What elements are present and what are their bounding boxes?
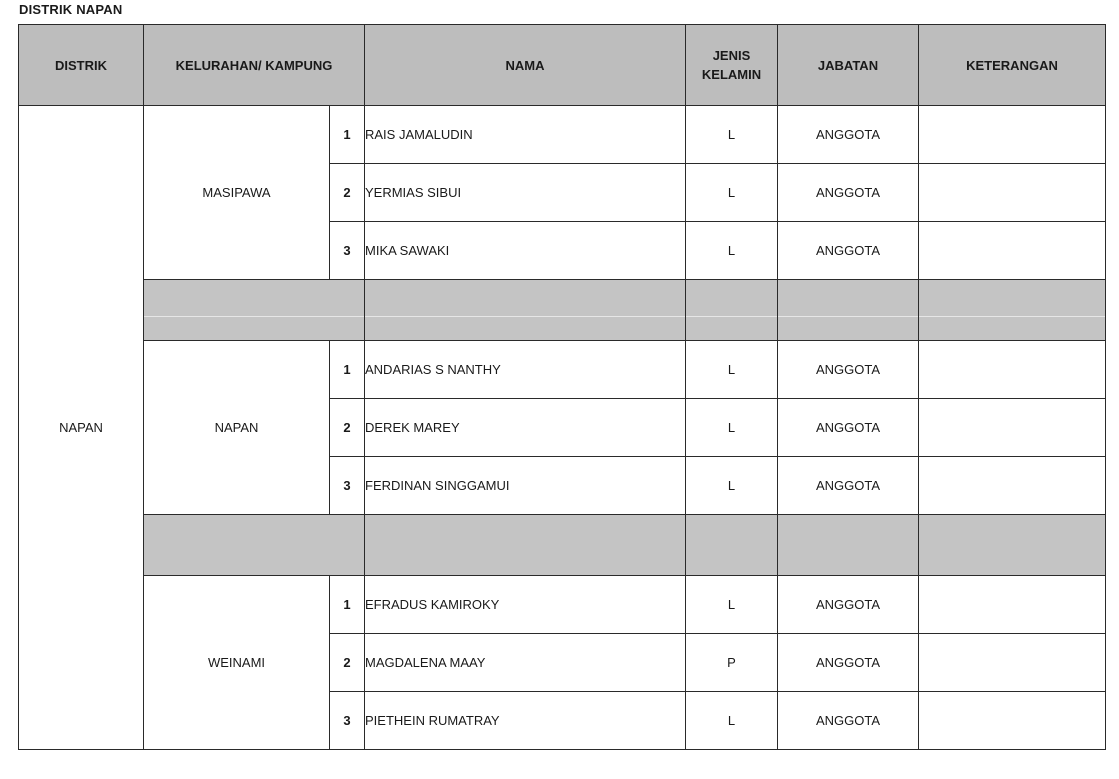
header-jenis-kelamin-line1: JENIS [712, 48, 751, 63]
member-name: RAIS JAMALUDIN [365, 106, 686, 164]
separator-cell [686, 515, 778, 576]
kampung-cell: MASIPAWA [144, 106, 330, 280]
member-position: ANGGOTA [778, 634, 919, 692]
member-note [919, 164, 1106, 222]
row-number: 3 [330, 457, 365, 515]
separator-cell [778, 280, 919, 341]
member-position: ANGGOTA [778, 576, 919, 634]
member-position: ANGGOTA [778, 222, 919, 280]
separator-row [19, 280, 1106, 341]
distrik-cell: NAPAN [19, 106, 144, 750]
separator-cell [919, 280, 1106, 341]
header-distrik: DISTRIK [19, 25, 144, 106]
header-nama: NAMA [365, 25, 686, 106]
member-position: ANGGOTA [778, 399, 919, 457]
member-position: ANGGOTA [778, 341, 919, 399]
row-number: 1 [330, 341, 365, 399]
row-number: 2 [330, 634, 365, 692]
separator-cell [686, 280, 778, 341]
member-note [919, 341, 1106, 399]
member-gender: L [686, 106, 778, 164]
member-name: PIETHEIN RUMATRAY [365, 692, 686, 750]
row-number: 1 [330, 576, 365, 634]
separator-cell [365, 280, 686, 341]
row-number: 3 [330, 692, 365, 750]
member-name: ANDARIAS S NANTHY [365, 341, 686, 399]
table-row [19, 576, 1106, 634]
separator-cell [144, 515, 365, 576]
member-gender: L [686, 576, 778, 634]
member-gender: L [686, 399, 778, 457]
member-position: ANGGOTA [778, 457, 919, 515]
member-note [919, 222, 1106, 280]
member-table [18, 24, 1106, 750]
header-row [19, 25, 1106, 106]
row-number: 2 [330, 164, 365, 222]
member-note [919, 106, 1106, 164]
member-gender: L [686, 222, 778, 280]
member-note [919, 399, 1106, 457]
member-position: ANGGOTA [778, 164, 919, 222]
table-row [19, 106, 1106, 164]
separator-cell [144, 280, 365, 341]
separator-cell [919, 515, 1106, 576]
row-number: 2 [330, 399, 365, 457]
table-row [19, 341, 1106, 399]
kampung-cell: WEINAMI [144, 576, 330, 750]
separator-cell [778, 515, 919, 576]
member-position: ANGGOTA [778, 692, 919, 750]
member-name: MAGDALENA MAAY [365, 634, 686, 692]
member-gender: P [686, 634, 778, 692]
header-jenis-kelamin [686, 25, 778, 106]
member-note [919, 634, 1106, 692]
member-name: EFRADUS KAMIROKY [365, 576, 686, 634]
member-gender: L [686, 164, 778, 222]
member-gender: L [686, 341, 778, 399]
header-jabatan: JABATAN [778, 25, 919, 106]
header-keterangan: KETERANGAN [919, 25, 1106, 106]
header-kelurahan: KELURAHAN/ KAMPUNG [144, 25, 365, 106]
document-title: DISTRIK NAPAN [19, 2, 123, 17]
member-gender: L [686, 457, 778, 515]
member-position: ANGGOTA [778, 106, 919, 164]
member-note [919, 692, 1106, 750]
kampung-cell: NAPAN [144, 341, 330, 515]
row-number: 3 [330, 222, 365, 280]
member-gender: L [686, 692, 778, 750]
member-name: FERDINAN SINGGAMUI [365, 457, 686, 515]
member-name: MIKA SAWAKI [365, 222, 686, 280]
member-name: DEREK MAREY [365, 399, 686, 457]
separator-cell [365, 515, 686, 576]
header-jenis-kelamin-line2: KELAMIN [701, 67, 762, 82]
separator-row [19, 515, 1106, 576]
member-name: YERMIAS SIBUI [365, 164, 686, 222]
member-note [919, 576, 1106, 634]
row-number: 1 [330, 106, 365, 164]
member-note [919, 457, 1106, 515]
